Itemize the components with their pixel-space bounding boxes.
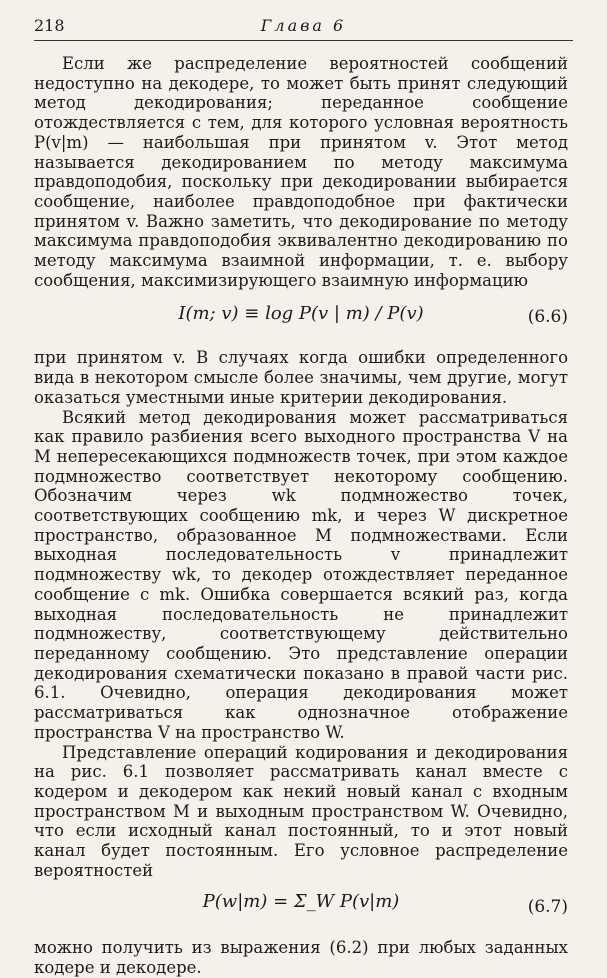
- paragraph-5: можно получить из выражения (6.2) при любых заданных кодере и декодере.: [34, 938, 568, 978]
- chapter-title: Глава 6: [260, 16, 347, 35]
- equation-6-7: [34, 880, 568, 938]
- equation-number: (6.7): [527, 897, 568, 918]
- equation-expression: I(m; v) ≡ log P(v | m) / P(v): [178, 303, 424, 325]
- equation-expression: P(w|m) = Σ_W P(v|m): [202, 891, 400, 913]
- equation-6-6: [34, 290, 568, 348]
- paragraph-3: Всякий метод декодирования может рассматриваться как правило разбиения всего выходного пространства V на M непересекающихся подмножеств точек, при этом каждое подмножество соответствует некоторому сообщению. Обозначим через wk подмножество точек, соответствующих сообщению mk, и через W дискретное пространство, образованное M подмножествами. Если выходная последовательность v принадлежит подмножеству wk, то декодер отождествляет переданное сообщение с mk. Ошибка совершается всякий раз, когда выходная последовательность не принадлежит подмножеству, соответствующему действительно переданному сообщению. Это представление операции декодирования схематически показано в правой части рис. 6.1. Очевидно, операция декодирования может рассматриваться как однозначное отображение пространства V на пространство W.: [34, 407, 568, 742]
- page-header: [34, 12, 573, 41]
- equation-number: (6.6): [527, 307, 568, 328]
- page-body: [34, 54, 568, 978]
- paragraph-1: Если же распределение вероятностей сообщений недоступно на декодере, то может быть принят следующий метод декодирования; переданное сообщение отождествляется с тем, для которого условная вероятность P(v|m) — наибольшая при принятом v. Этот метод называется декодированием по методу максимума правдоподобия, поскольку при декодировании выбирается сообщение, наиболее правдоподобное при фактически принятом v. Важно заметить, что декодирование по методу максимума правдоподобия эквивалентно декодированию по методу максимума взаимной информации, т. е. выбору сообщения, максимизирующего взаимную информацию: [34, 54, 568, 290]
- paragraph-4: Представление операций кодирования и декодирования на рис. 6.1 позволяет рассматривать канал вместе с кодером и декодером как некий новый канал с входным пространством M и выходным пространством W. Очевидно, что если исходный канал постоянный, то и этот новый канал будет постоянным. Его условное распределение вероятностей: [34, 742, 568, 880]
- paragraph-2: при принятом v. В случаях когда ошибки определенного вида в некотором смысле более значимы, чем другие, могут оказаться уместными иные критерии декодирования.: [34, 348, 568, 407]
- page-number: 218: [34, 16, 65, 35]
